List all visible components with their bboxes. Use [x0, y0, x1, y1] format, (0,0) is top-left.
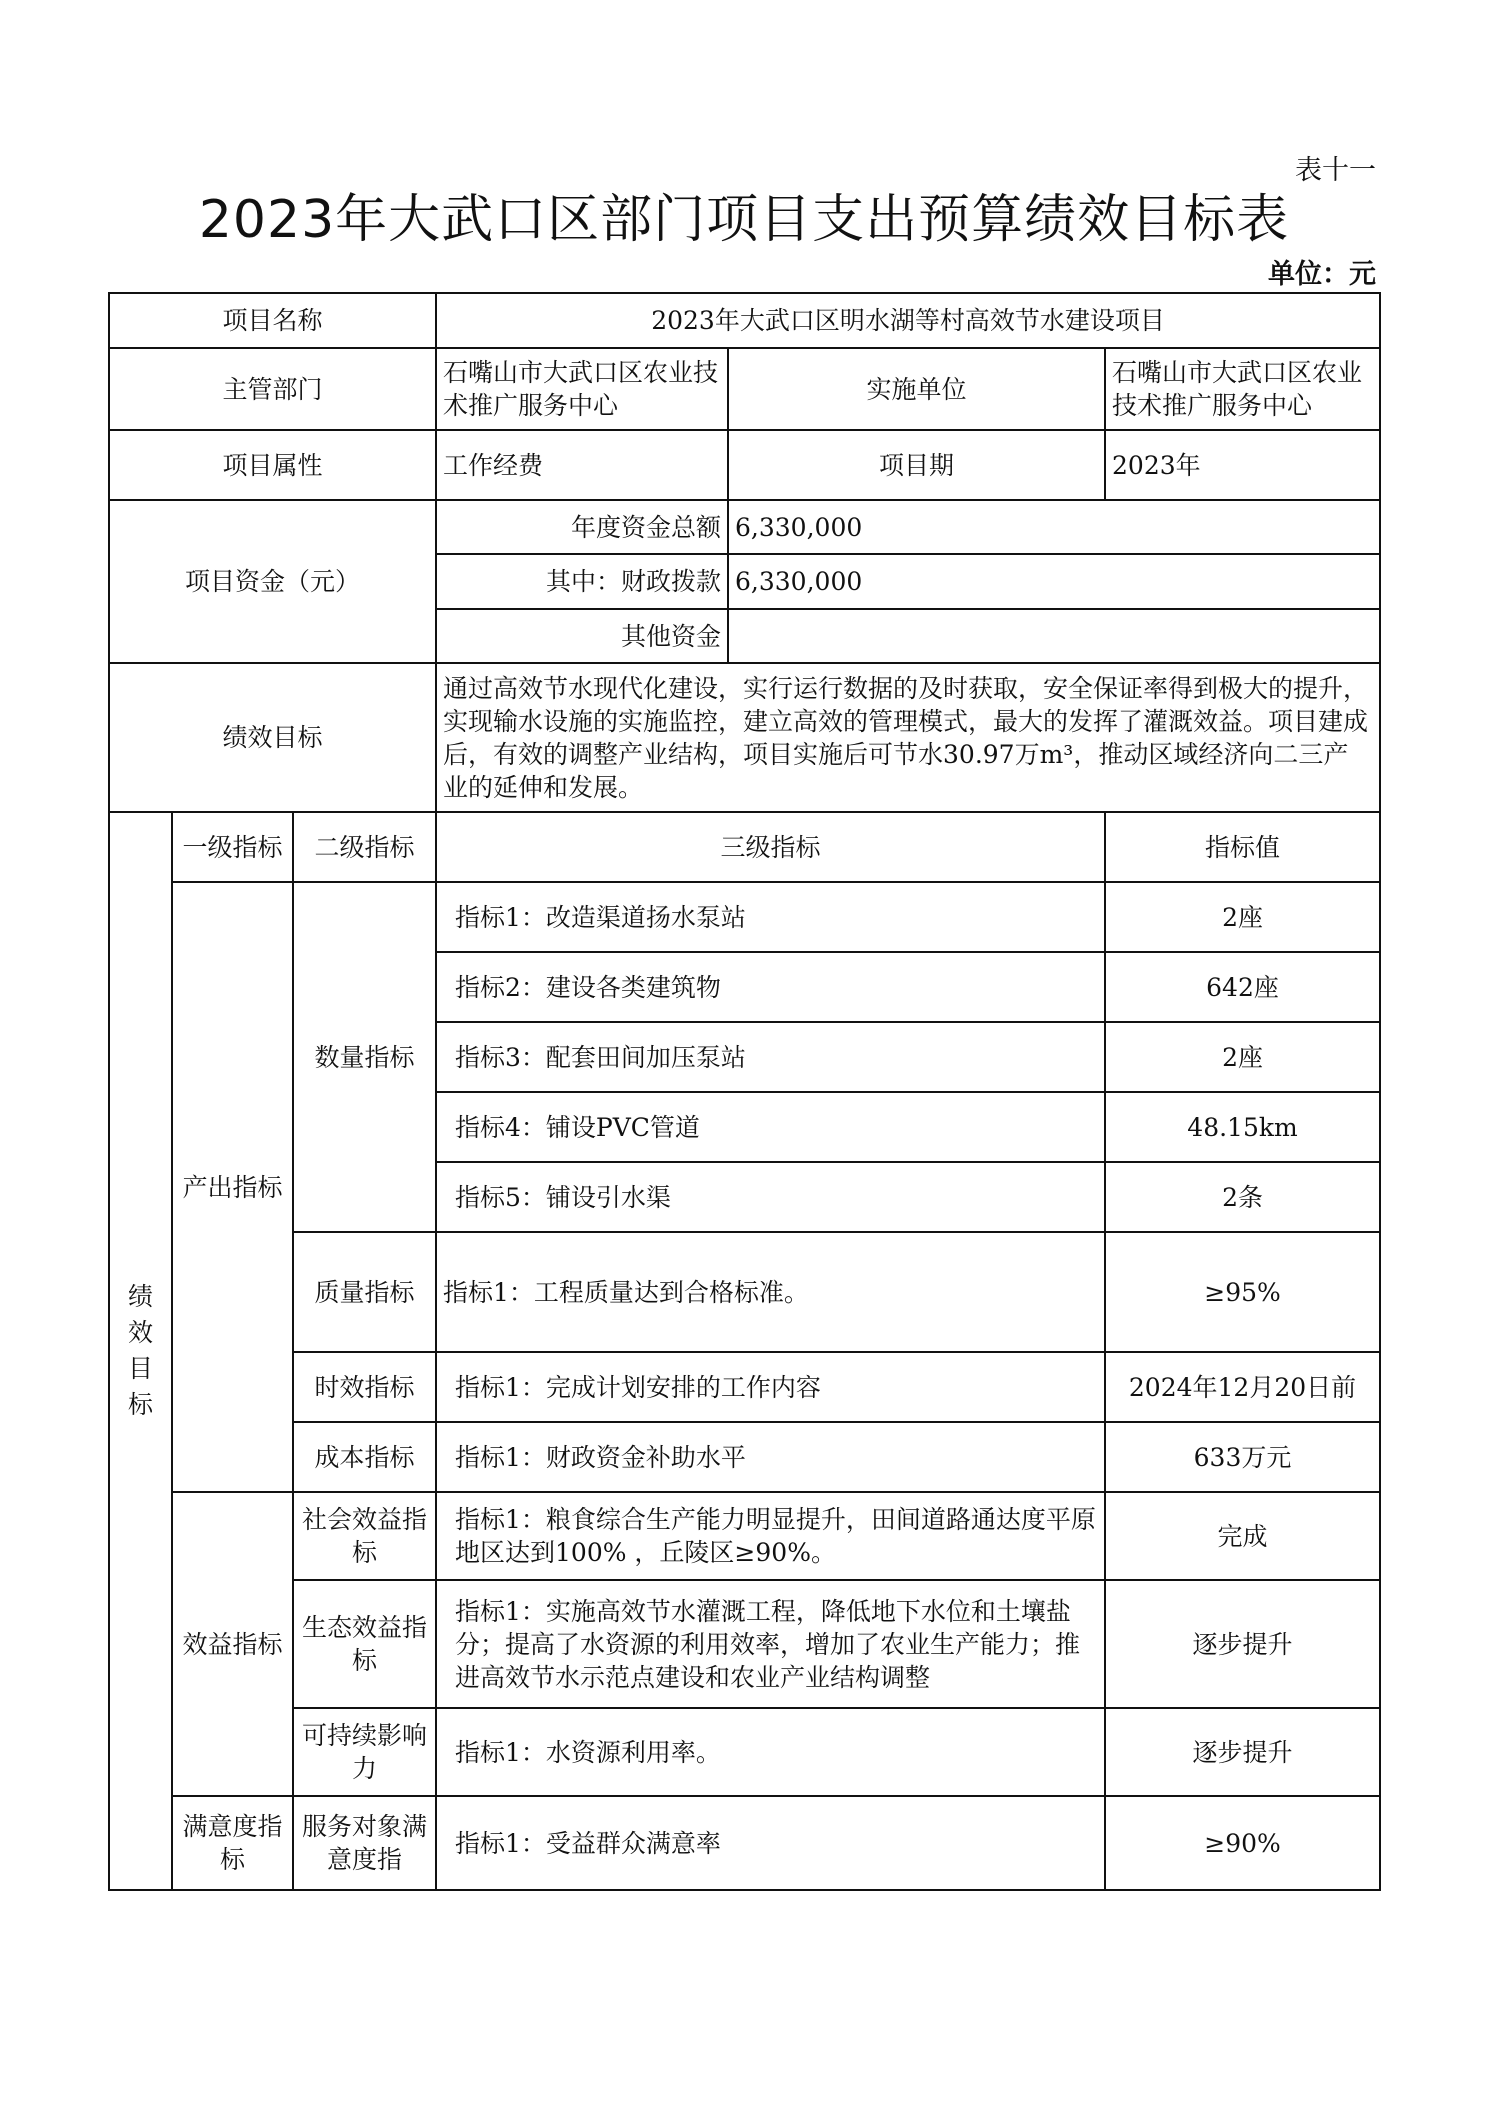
social-indicator-label: 社会效益指标: [293, 1492, 436, 1580]
indicator-text: 指标1：改造渠道扬水泵站: [436, 882, 1105, 952]
indicator-value: 633万元: [1105, 1422, 1380, 1492]
output-indicator-label: 产出指标: [172, 882, 293, 1492]
department-row: [109, 348, 1380, 430]
indicator-section-label: 绩效目标: [109, 812, 172, 1890]
indicator-header-row: [109, 812, 1380, 882]
table-row: [109, 1492, 1380, 1580]
fund-fiscal-value: 6,330,000: [728, 554, 1380, 609]
table-row: [109, 1796, 1380, 1890]
indicator-value: 2024年12月20日前: [1105, 1352, 1380, 1422]
project-name-value: 2023年大武口区明水湖等村高效节水建设项目: [436, 293, 1380, 348]
sustain-indicator-label: 可持续影响力: [293, 1708, 436, 1796]
indicator-value: 2座: [1105, 1022, 1380, 1092]
indicator-text: 指标5：铺设引水渠: [436, 1162, 1105, 1232]
indicator-text: 指标1：受益群众满意率: [436, 1796, 1105, 1890]
indicator-value: 2条: [1105, 1162, 1380, 1232]
timeliness-indicator-label: 时效指标: [293, 1352, 436, 1422]
table-row: [109, 1422, 1380, 1492]
indicator-value: 642座: [1105, 952, 1380, 1022]
table-row: [109, 1352, 1380, 1422]
benefit-indicator-label: 效益指标: [172, 1492, 293, 1796]
table-row: [109, 1580, 1380, 1708]
impl-value: 石嘴山市大武口区农业技术推广服务中心: [1105, 348, 1380, 430]
satisfaction-indicator-label: 满意度指标: [172, 1796, 293, 1890]
indicator-text: 指标1：工程质量达到合格标准。: [436, 1232, 1105, 1352]
indicator-text: 指标1：完成计划安排的工作内容: [436, 1352, 1105, 1422]
indicator-text: 指标4：铺设PVC管道: [436, 1092, 1105, 1162]
quality-indicator-label: 质量指标: [293, 1232, 436, 1352]
page-title: 2023年大武口区部门项目支出预算绩效目标表: [198, 190, 1290, 250]
fund-other-value: [728, 609, 1380, 663]
fund-total-value: 6,330,000: [728, 500, 1380, 554]
indicator-value: ≥90%: [1105, 1796, 1380, 1890]
quantity-indicator-label: 数量指标: [293, 882, 436, 1232]
unit-label: 单位：元: [1268, 259, 1376, 290]
fund-label: 项目资金（元）: [109, 500, 436, 663]
indicator-value: 48.15km: [1105, 1092, 1380, 1162]
period-label: 项目期: [728, 430, 1105, 500]
goal-label: 绩效目标: [109, 663, 436, 812]
service-indicator-label: 服务对象满意度指: [293, 1796, 436, 1890]
performance-table: [108, 292, 1381, 1891]
indicator-value: ≥95%: [1105, 1232, 1380, 1352]
fund-total-label: 年度资金总额: [436, 500, 728, 554]
goal-row: [109, 663, 1380, 812]
indicator-text: 指标3：配套田间加压泵站: [436, 1022, 1105, 1092]
period-value: 2023年: [1105, 430, 1380, 500]
cost-indicator-label: 成本指标: [293, 1422, 436, 1492]
impl-label: 实施单位: [728, 348, 1105, 430]
fund-total-row: [109, 500, 1380, 554]
dept-label: 主管部门: [109, 348, 436, 430]
attribute-row: [109, 430, 1380, 500]
indicator-text: 指标1：水资源利用率。: [436, 1708, 1105, 1796]
indicator-value: 逐步提升: [1105, 1708, 1380, 1796]
table-row: [109, 882, 1380, 952]
header-level2: 二级指标: [293, 812, 436, 882]
indicator-text: 指标1：实施高效节水灌溉工程，降低地下水位和土壤盐分；提高了水资源的利用效率，增加了农业生产能力；推进高效节水示范点建设和农业产业结构调整: [436, 1580, 1105, 1708]
attr-label: 项目属性: [109, 430, 436, 500]
goal-text: 通过高效节水现代化建设，实行运行数据的及时获取，安全保证率得到极大的提升，实现输水设施的实施监控，建立高效的管理模式，最大的发挥了灌溉效益。项目建成后，有效的调整产业结构，项目实施后可节水30.97万m³，推动区域经济向二三产业的延伸和发展。: [436, 663, 1380, 812]
eco-indicator-label: 生态效益指标: [293, 1580, 436, 1708]
dept-value: 石嘴山市大武口区农业技术推广服务中心: [436, 348, 728, 430]
indicator-value: 完成: [1105, 1492, 1380, 1580]
fund-fiscal-label: 其中：财政拨款: [436, 554, 728, 609]
header-level1: 一级指标: [172, 812, 293, 882]
table-number: 表十一: [1295, 155, 1376, 186]
fund-other-label: 其他资金: [436, 609, 728, 663]
header-value: 指标值: [1105, 812, 1380, 882]
indicator-value: 逐步提升: [1105, 1580, 1380, 1708]
header-level3: 三级指标: [436, 812, 1105, 882]
table-row: [109, 1232, 1380, 1352]
indicator-value: 2座: [1105, 882, 1380, 952]
indicator-text: 指标1：财政资金补助水平: [436, 1422, 1105, 1492]
project-name-row: [109, 293, 1380, 348]
table-row: [109, 1708, 1380, 1796]
indicator-text: 指标2：建设各类建筑物: [436, 952, 1105, 1022]
indicator-text: 指标1：粮食综合生产能力明显提升，田间道路通达度平原地区达到100% ，丘陵区≥90%。: [436, 1492, 1105, 1580]
attr-value: 工作经费: [436, 430, 728, 500]
project-name-label: 项目名称: [109, 293, 436, 348]
